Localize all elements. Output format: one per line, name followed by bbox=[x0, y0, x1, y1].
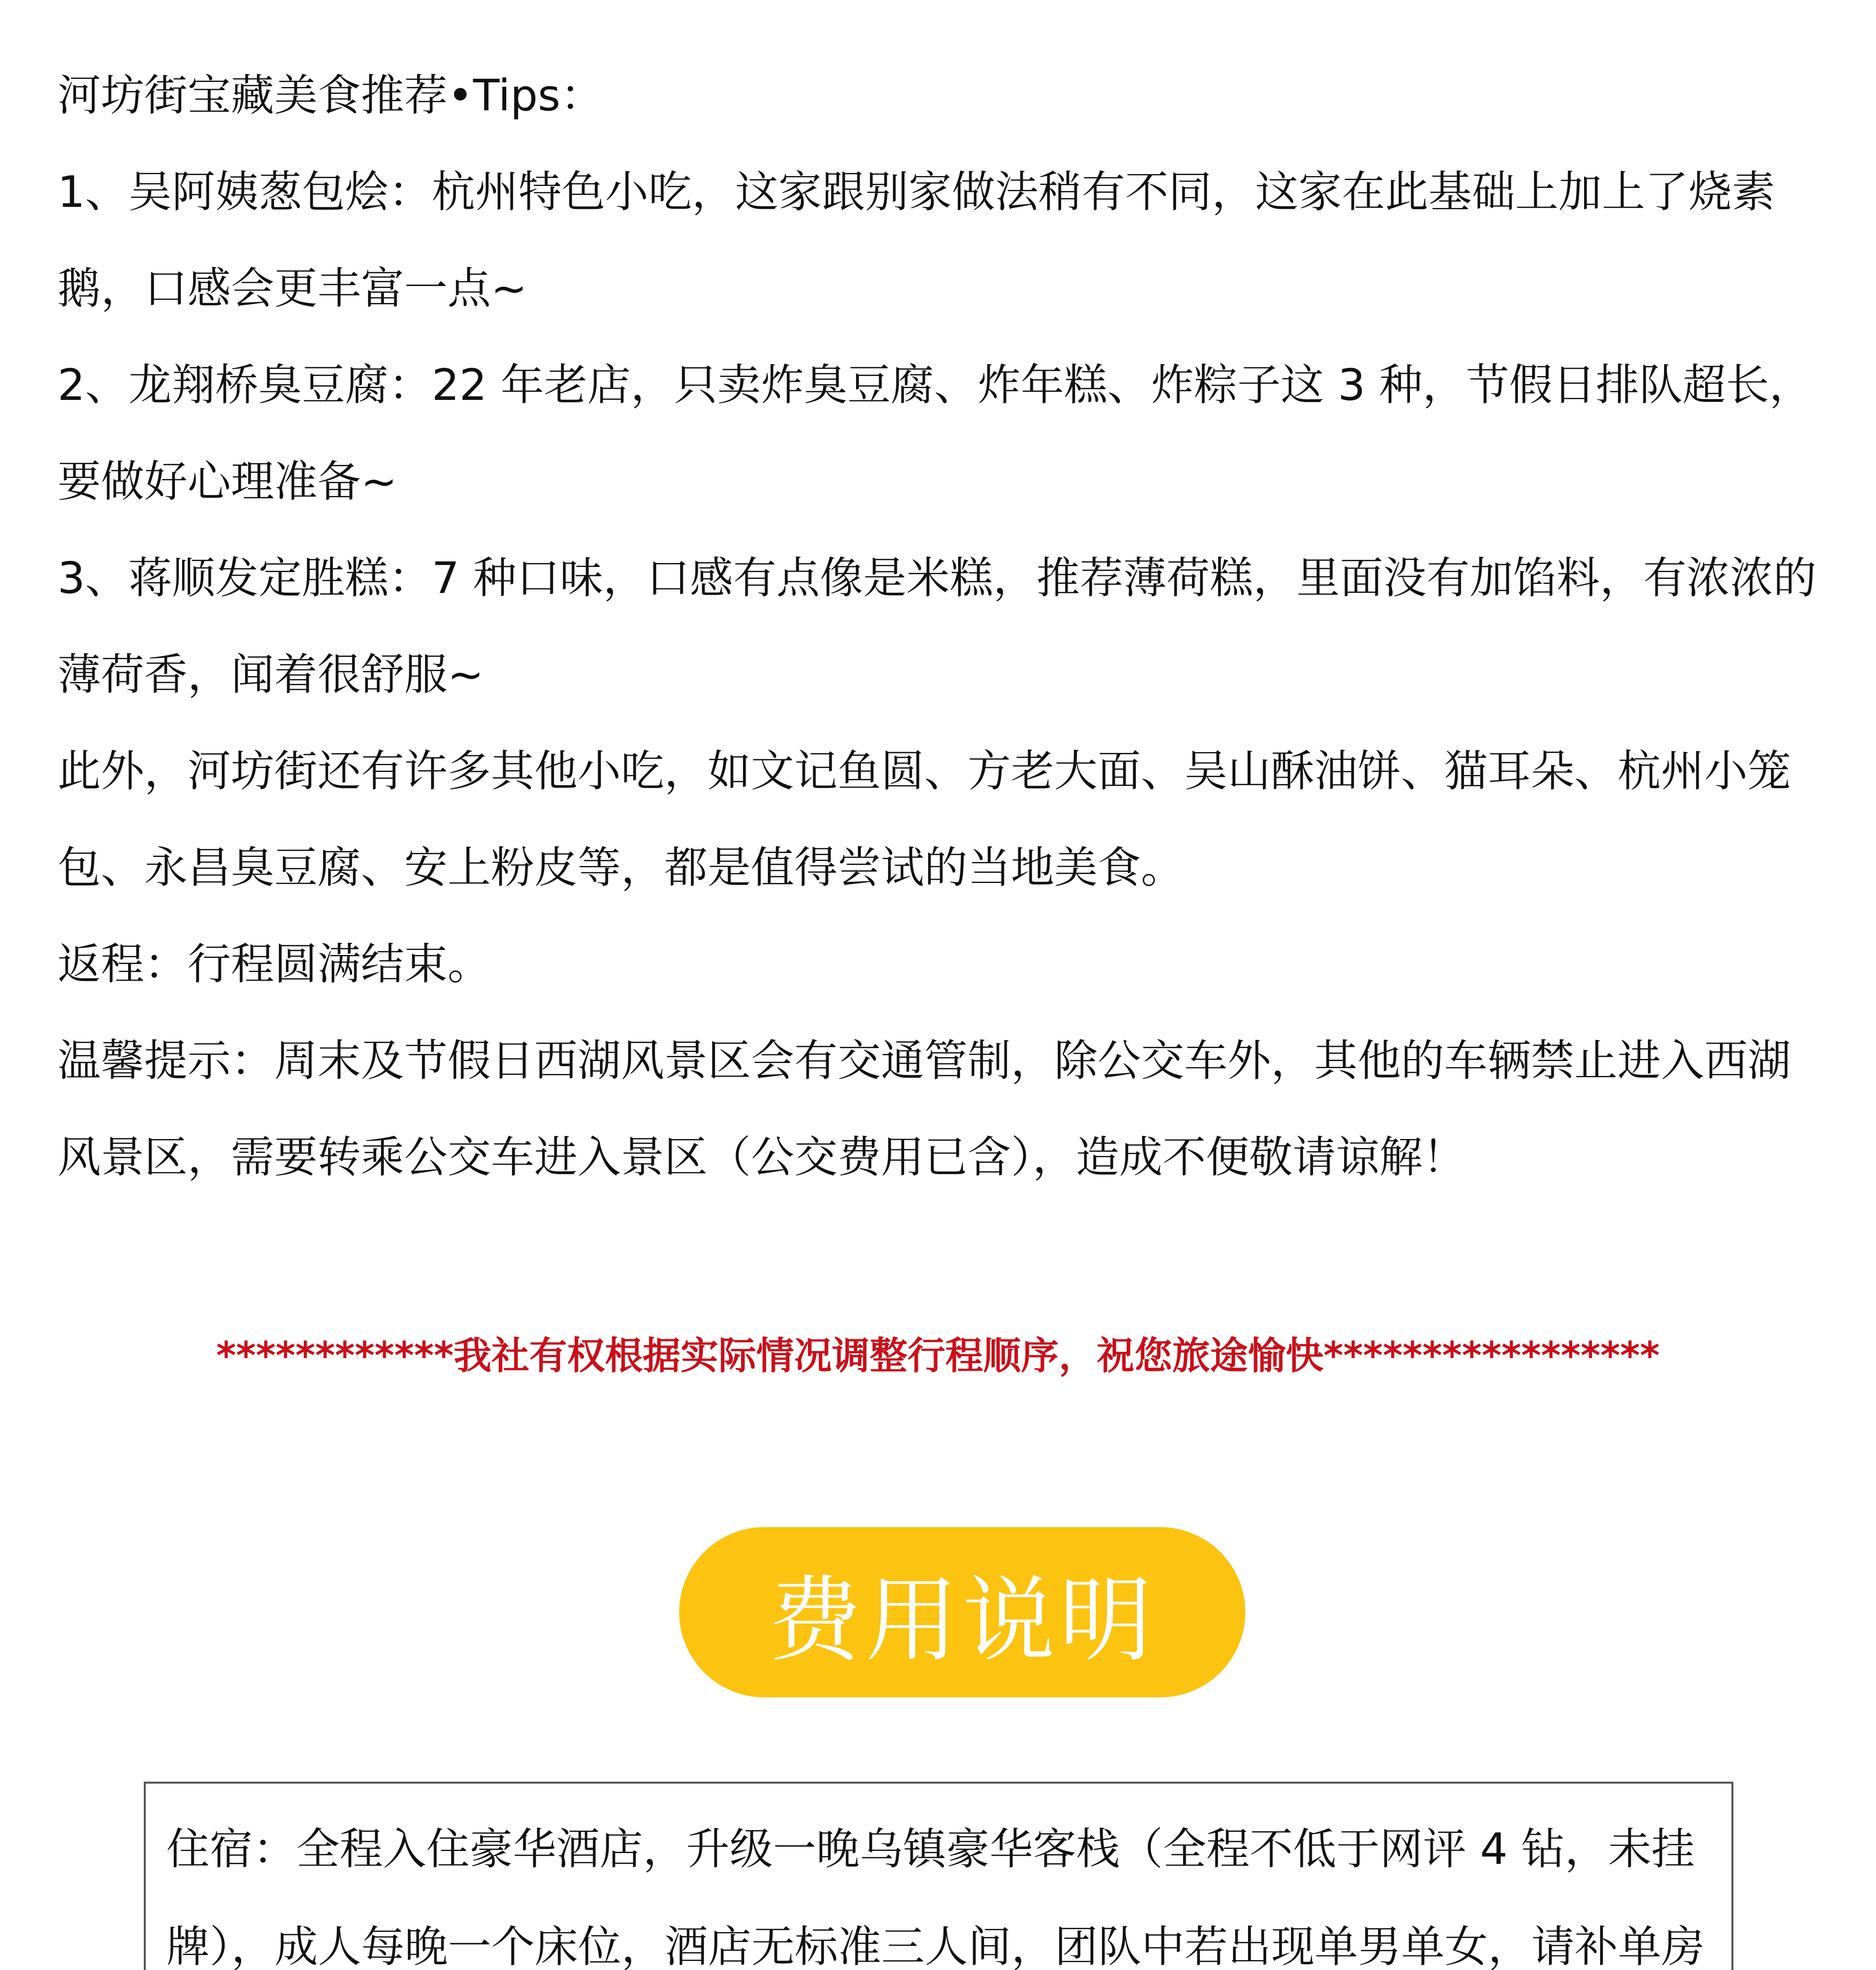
return-trip-line: 返程：行程圆满结束。 bbox=[58, 939, 491, 989]
warm-tip-paragraph: 温馨提示：周末及节假日西湖风景区会有交通管制，除公交车外，其他的车辆禁止进入西湖风景区，需要转乘公交车进入景区（公交费用已含），造成不便敬请谅解！ bbox=[58, 1035, 1791, 1182]
accommodation-paragraph: 住宿：全程入住豪华酒店，升级一晚乌镇豪华客栈（全程不低于网评 4 钻，未挂牌），成人每晚一个床位，酒店无标准三人间，团队中若出现单男单女，请补单房 bbox=[166, 1824, 1705, 1970]
food-tip-item: 3、蒋顺发定胜糕：7 种口味，口感有点像是米糕，推荐薄荷糕，里面没有加馅料，有浓浓的薄荷香，闻着很舒服~ bbox=[58, 553, 1817, 700]
fee-section-heading: 费用说明 bbox=[768, 1566, 1156, 1674]
food-tips-section bbox=[58, 47, 1830, 1206]
food-tips-title: 河坊街宝藏美食推荐•Tips： bbox=[58, 70, 604, 121]
fee-section-heading-badge bbox=[679, 1527, 1245, 1697]
itinerary-notice-banner: ************我社有权根据实际情况调整行程顺序，祝您旅途愉快***************** bbox=[216, 1334, 1660, 1378]
food-tip-item: 1、吴阿姨葱包烩：杭州特色小吃，这家跟别家做法稍有不同，这家在此基础上加上了烧素鹅，口感会更丰富一点~ bbox=[58, 167, 1775, 314]
other-snacks-paragraph: 此外，河坊街还有许多其他小吃，如文记鱼圆、方老大面、吴山酥油饼、猫耳朵、杭州小笼包、永昌臭豆腐、安上粉皮等，都是值得尝试的当地美食。 bbox=[58, 746, 1791, 893]
fee-details-box bbox=[144, 1782, 1733, 1970]
food-tip-item: 2、龙翔桥臭豆腐：22 年老店，只卖炸臭豆腐、炸年糕、炸粽子这 3 种，节假日排队超长，要做好心理准备~ bbox=[58, 360, 1813, 507]
